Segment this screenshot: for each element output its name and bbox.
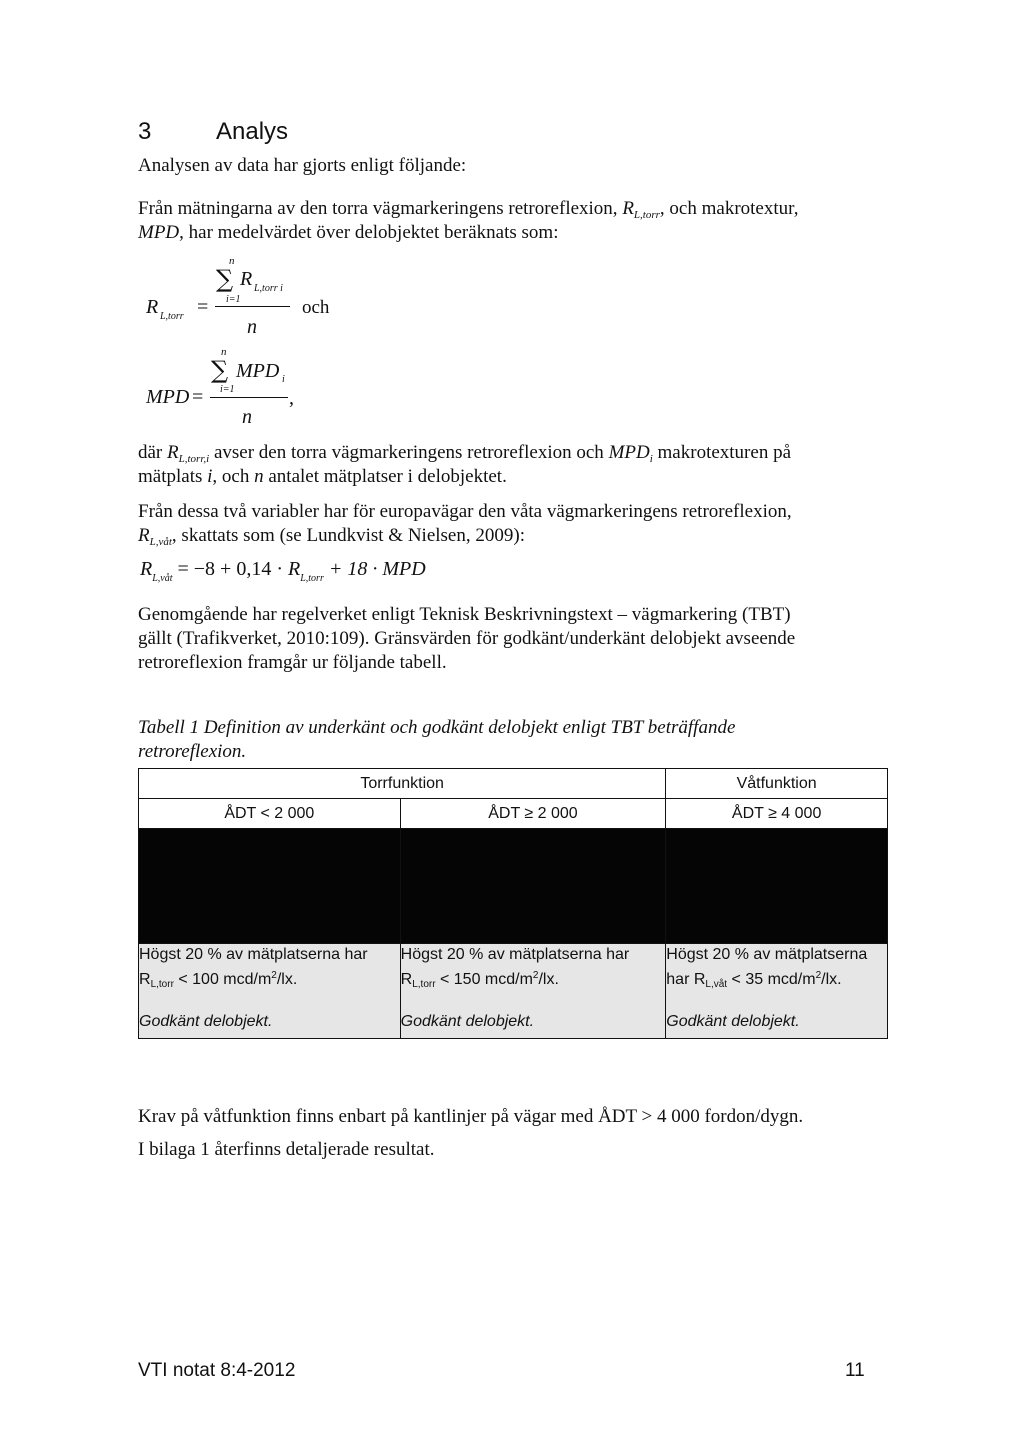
after-table-line1: Krav på våtfunktion finns enbart på kantlinjer på vägar med ÅDT > 4 000 fordon/dygn. xyxy=(138,1106,804,1127)
cell-godkant-vat-ge-4000 xyxy=(666,944,888,1039)
para1-text-b: , och makrotextur, xyxy=(659,198,799,219)
para2-text-e: , och xyxy=(212,466,255,487)
f1-lhs-sub: L,torr xyxy=(160,311,184,322)
formula-r-lvat xyxy=(140,558,426,584)
para4-line1: Genomgående har regelverket enligt Teknisk Beskrivningstext – vägmarkering (TBT) xyxy=(138,604,791,625)
para1-text-c: , har medelvärdet över delobjektet beräknats som: xyxy=(179,222,559,243)
para4-line2: gällt (Trafikverket, 2010:109). Gränsvärden för godkänt/underkänt delobjekt avseende xyxy=(138,628,796,649)
f1-i-eq: i=1 xyxy=(226,294,241,305)
cell-sup: 2 xyxy=(532,970,539,981)
cell-text: Högst 20 % av mätplatserna xyxy=(666,946,868,963)
table-redacted-row xyxy=(139,829,888,944)
cell-godkant: Godkänt delobjekt. xyxy=(400,1013,535,1030)
para2-text-f: antalet mätplatser i delobjektet. xyxy=(263,466,507,487)
cell-r-sub: L,våt xyxy=(705,979,728,990)
para2-text-c: makrotexturen på xyxy=(652,442,792,463)
f3-lhs: R xyxy=(140,558,153,580)
f3-r: R xyxy=(288,558,301,580)
cell-pre: har xyxy=(666,971,694,988)
header-adt-ge-4000: ÅDT ≥ 4 000 xyxy=(666,799,888,829)
f2-i-eq: i=1 xyxy=(220,384,235,395)
p2-symbol-mpd-sub: i xyxy=(649,453,653,465)
redacted-cell xyxy=(139,829,401,944)
cell-text: Högst 20 % av mätplatserna har xyxy=(139,946,368,963)
p3-symbol-r-sub: L,våt xyxy=(149,536,172,548)
intro-text: Analysen av data har gjorts enligt följande: xyxy=(138,155,467,176)
f1-fraction-line xyxy=(215,306,290,307)
redacted-cell xyxy=(400,829,666,944)
f3-mid: = −8 + 0,14 · xyxy=(172,558,288,580)
criteria-table xyxy=(138,768,888,1039)
table-header-row xyxy=(139,799,888,829)
header-vatfunktion: Våtfunktion xyxy=(666,769,888,799)
section-number: 3 xyxy=(138,118,152,145)
f2-n-top: n xyxy=(221,346,227,358)
p2-symbol-i: i xyxy=(207,466,213,487)
header-torrfunktion: Torrfunktion xyxy=(139,769,666,799)
para1-text-a: Från mätningarna av den torra vägmarkeringens retroreflexion, xyxy=(138,198,623,219)
cell-godkant: Godkänt delobjekt. xyxy=(666,1013,800,1030)
cell-unit: /lx. xyxy=(538,971,559,988)
f1-sum-term: R xyxy=(240,268,253,290)
f1-sigma: ∑ xyxy=(216,265,234,293)
p3-symbol-r: R xyxy=(138,525,150,546)
f2-sum-term-sub: i xyxy=(282,374,285,385)
cell-text: Högst 20 % av mätplatserna har xyxy=(400,946,630,963)
f3-lhs-sub: L,våt xyxy=(152,573,173,584)
section-title: Analys xyxy=(216,118,289,145)
table-group-row xyxy=(139,769,888,799)
p2-symbol-mpd: MPD xyxy=(608,442,650,463)
cell-sup: 2 xyxy=(271,970,277,981)
symbol-mpd: MPD xyxy=(138,222,180,243)
cell-value: < 100 mcd/m xyxy=(173,971,272,988)
para2-text-d: mätplats xyxy=(138,466,208,487)
para1-line2 xyxy=(138,221,559,245)
cell-r: R xyxy=(693,971,706,988)
f2-sigma: ∑ xyxy=(211,356,229,384)
f2-denominator: n xyxy=(242,406,252,428)
f1-och: och xyxy=(302,297,330,318)
after-table-line2: I bilaga 1 återfinns detaljerade resultat. xyxy=(138,1139,435,1160)
header-adt-lt-2000: ÅDT < 2 000 xyxy=(139,799,401,829)
cell-r: R xyxy=(139,971,151,988)
cell-godkant: Godkänt delobjekt. xyxy=(139,1013,273,1030)
cell-unit: /lx. xyxy=(821,971,842,988)
f3-rest: + 18 · MPD xyxy=(323,558,426,580)
header-adt-ge-2000: ÅDT ≥ 2 000 xyxy=(400,799,666,829)
para2-text-a: där xyxy=(138,442,168,463)
p2-symbol-r: R xyxy=(167,442,179,463)
cell-r: R xyxy=(400,971,413,988)
para2-line2 xyxy=(138,465,507,489)
cell-godkant-torr-lt-2000 xyxy=(139,944,401,1039)
cell-r-sub: L,torr xyxy=(150,979,174,990)
p2-symbol-r-sub: L,torr,i xyxy=(178,453,210,465)
cell-value: < 150 mcd/m xyxy=(435,971,533,988)
cell-unit: /lx. xyxy=(276,971,298,988)
para4-line3: retroreflexion framgår ur följande tabell. xyxy=(138,652,447,673)
para2-text-b: avser den torra vägmarkeringens retroreflexion och xyxy=(209,442,609,463)
section-heading xyxy=(138,118,288,146)
para3-line1: Från dessa två variabler har för europavägar den våta vägmarkeringens retroreflexion, xyxy=(138,501,792,522)
cell-godkant-torr-ge-2000 xyxy=(400,944,666,1039)
f1-sum-term-sub: L,torr i xyxy=(254,283,283,294)
symbol-r-sub: L,torr xyxy=(633,209,660,221)
cell-sup: 2 xyxy=(815,970,822,981)
f2-fraction-line xyxy=(210,397,288,398)
footer-report-id: VTI notat 8:4-2012 xyxy=(138,1360,296,1381)
f2-eq: = xyxy=(192,386,204,408)
para3-line2 xyxy=(138,524,525,554)
f2-lhs: MPD xyxy=(146,386,190,408)
para3-text-b: , skattats som (se Lundkvist & Nielsen, 2009): xyxy=(171,525,525,546)
f2-comma: , xyxy=(289,387,294,409)
symbol-r: R xyxy=(622,198,634,219)
cell-r-sub: L,torr xyxy=(412,979,436,990)
footer-page-number: 11 xyxy=(845,1360,865,1381)
f1-eq: = xyxy=(197,296,209,318)
f3-r-sub: L,torr xyxy=(300,573,324,584)
f1-lhs: R xyxy=(146,296,159,318)
f2-sum-term: MPD xyxy=(236,360,280,382)
table-godkant-row xyxy=(139,944,888,1039)
f1-n-top: n xyxy=(229,255,235,267)
table-caption-line2: retroreflexion. xyxy=(138,741,247,762)
f1-denominator: n xyxy=(247,316,257,338)
p2-symbol-n: n xyxy=(254,466,264,487)
cell-value: < 35 mcd/m xyxy=(727,971,816,988)
redacted-cell xyxy=(666,829,888,944)
table-caption-line1: Tabell 1 Definition av underkänt och godkänt delobjekt enligt TBT beträffande xyxy=(138,717,736,738)
